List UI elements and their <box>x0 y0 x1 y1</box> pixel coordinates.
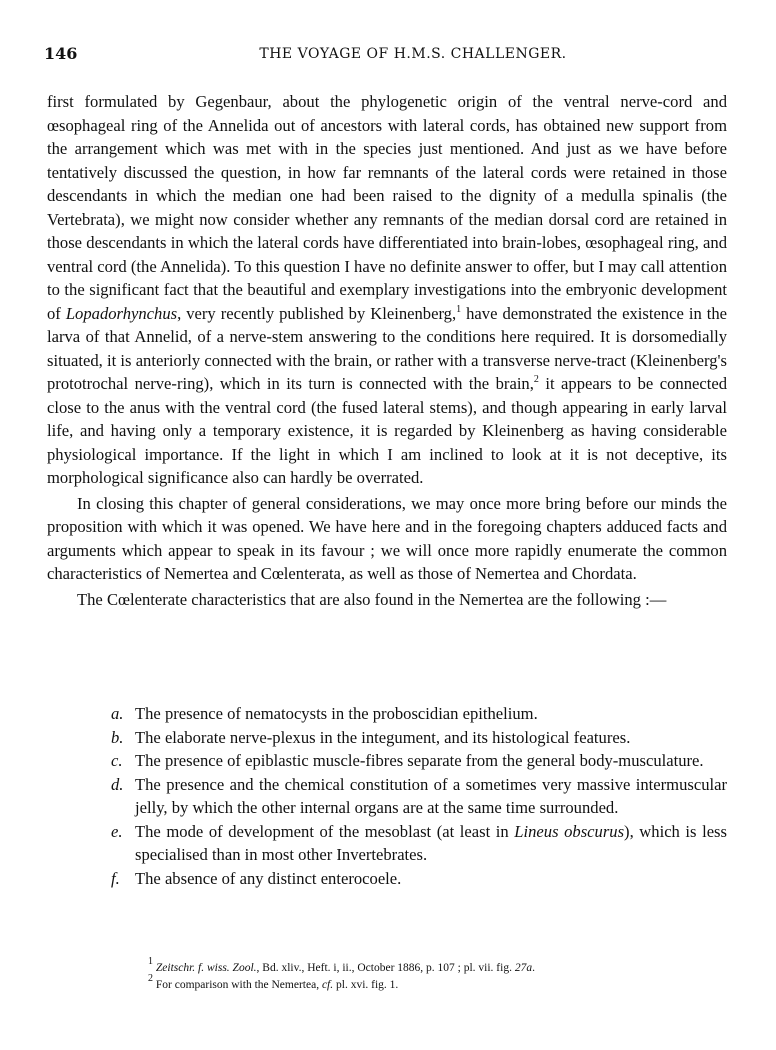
list-text: The presence of epiblastic muscle-fibres separate from the general body-musculature. <box>135 751 704 770</box>
footnote-1-text-a: , Bd. xliv., Heft. i, ii., October 1886, p. 107 ; pl. vii. fig. <box>256 962 515 974</box>
footnote-ref-2: 2 <box>533 374 539 385</box>
body-text <box>47 90 727 611</box>
list-item-f <box>111 867 727 891</box>
list-italic-lineus: Lineus obscurus <box>514 821 625 841</box>
list-letter: b. <box>111 727 124 747</box>
footnote-1-fig: 27a <box>514 962 533 974</box>
page-number: 146 <box>44 44 78 63</box>
list-item-b <box>111 726 727 750</box>
footnote-2 <box>148 973 708 994</box>
list-text: The elaborate nerve-plexus in the integument, and its histological features. <box>135 727 631 747</box>
list-text: The presence of nematocysts in the proboscidian epithelium. <box>135 704 538 723</box>
list-letter: d. <box>111 774 124 794</box>
footnote-mark: 2 <box>148 973 153 984</box>
list-letter: f. <box>111 868 120 888</box>
p1-italic-lopadorhynchus: Lopadorhynchus <box>65 303 178 323</box>
running-title: THE VOYAGE OF H.M.S. CHALLENGER. <box>259 46 567 62</box>
paragraph-1 <box>47 90 727 490</box>
list-text-b: ), which is less specialised than in most other Invertebrates. <box>135 821 727 864</box>
footnote-2-cf: cf. <box>321 979 334 991</box>
p1-text-b: , very recently published by Kleinenberg, <box>177 303 457 323</box>
footnote-ref-1: 1 <box>456 303 462 315</box>
p1-text-d: it appears to be connected close to the anus with the ventral cord (the fused lateral stems), and though appearing in early larval life, and having only a temporary existence, it is regarded by Kleinenberg as having considerable physiological importance. If the light in which I am inclined to look at it is not deceptive, its morphological significance also can hardly be overrated. <box>47 374 727 487</box>
paragraph-3: The Cœlenterate characteristics that are also found in the Nemertea are the following :— <box>77 589 667 609</box>
footnote-mark: 1 <box>148 956 153 967</box>
characteristics-list <box>111 702 727 890</box>
list-item-c <box>111 749 727 773</box>
list-item-a <box>111 702 727 726</box>
list-letter: a. <box>111 704 124 723</box>
footnote-1-text-b: . <box>532 962 535 974</box>
p1-text-a: first formulated by Gegenbaur, about the phylogenetic origin of the ventral nerve-cord and œsophageal ring of the Annelida out of ancestors with lateral cords, has obtained new support from the arrangement which was met with in the species just mentioned. And just as we have before tentatively discussed the question, in how far remnants of the lateral cords were retained in those descendants in which the median one had been raised to the dignity of a medulla spinalis (the Vertebrata), we might now consider whether any remnants of the median dorsal cord are retained in those descendants in which the lateral cords have differentiated into brain-lobes, œsophageal ring, and ventral cord (the Annelida). To this question I have no definite answer to offer, but I may call attention to the significant fact that the beautiful and exemplary investigations into the embryonic development of <box>47 92 727 323</box>
list-text-a: The mode of development of the mesoblast (at least in <box>135 821 515 841</box>
list-item-d <box>111 773 727 820</box>
list-item-e <box>111 820 727 867</box>
paragraph-2: In closing this chapter of general considerations, we may once more bring before our minds the proposition with which it was opened. We have here and in the foregoing chapters adduced facts and arguments which appear to speak in its favour ; we will once more rapidly enumerate the common characteristics of Nemertea and Cœlenterata, as well as those of Nemertea and Chordata. <box>47 493 727 583</box>
footnotes <box>148 956 708 994</box>
p1-text-c: have demonstrated the existence in the larva of that Annelid, of a nerve-stem answering to the conditions here required. It is dorsomedially situated, it is anteriorly connected with the brain, or rather with a transverse nerve-tract (Kleinenberg's prototrochal nerve-ring), which in its turn is connected with the brain, <box>47 303 728 393</box>
list-text: The presence and the chemical constitution of a sometimes very massive intermuscular jelly, by which the other internal organs are at the same time surrounded. <box>135 774 727 817</box>
footnote-1 <box>148 956 708 977</box>
list-text: The absence of any distinct enterocoele. <box>135 868 402 888</box>
footnote-2-text-b: pl. xvi. fig. 1. <box>333 979 399 991</box>
footnote-2-text-a: For comparison with the Nemertea, <box>155 979 322 991</box>
list-letter: c. <box>111 751 123 770</box>
list-letter: e. <box>111 821 123 841</box>
footnote-1-journal: Zeitschr. f. wiss. Zool. <box>155 962 257 974</box>
